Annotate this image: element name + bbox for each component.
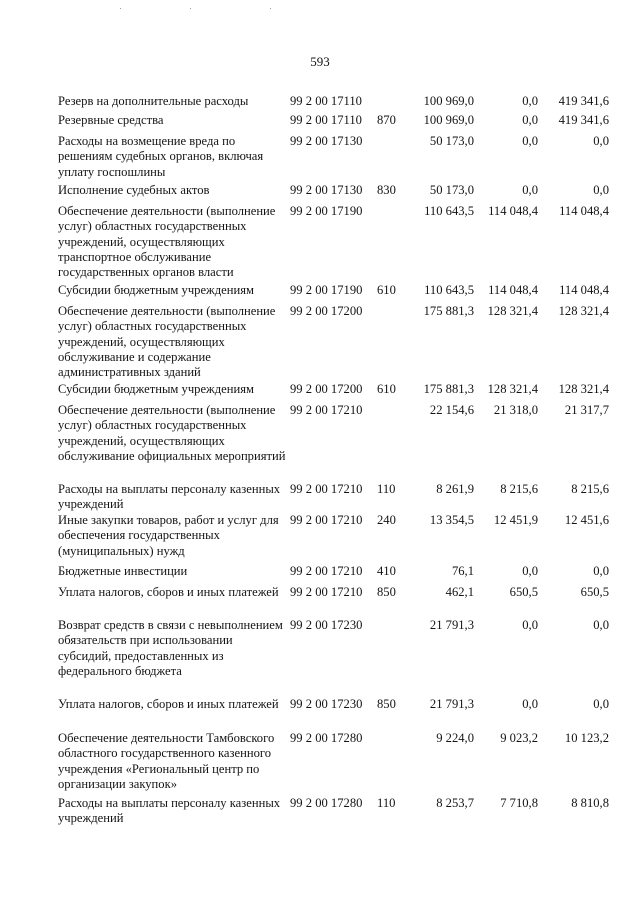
- row-code: 99 2 00 17110: [290, 113, 362, 127]
- row-name: Исполнение судебных актов: [58, 183, 210, 197]
- row-value-2: 128 321,4: [487, 382, 538, 396]
- row-value-3: 8 215,6: [571, 482, 609, 496]
- row-value-3: 0,0: [593, 183, 609, 197]
- row-value-3: 419 341,6: [558, 94, 609, 108]
- row-code: 99 2 00 17280: [290, 731, 363, 745]
- row-expense-type: 830: [377, 183, 396, 197]
- row-value-1: 50 173,0: [429, 183, 474, 197]
- row-value-1: 175 881,3: [423, 304, 474, 318]
- row-code: 99 2 00 17200: [290, 382, 363, 396]
- row-value-2: 650,5: [509, 585, 538, 599]
- row-value-2: 0,0: [522, 94, 538, 108]
- row-code: 99 2 00 17210: [290, 403, 363, 417]
- row-code: 99 2 00 17210: [290, 513, 363, 527]
- row-code: 99 2 00 17200: [290, 304, 363, 318]
- row-value-2: 8 215,6: [500, 482, 538, 496]
- row-code: 99 2 00 17130: [290, 134, 363, 148]
- row-code: 99 2 00 17190: [290, 283, 363, 297]
- row-value-3: 650,5: [580, 585, 609, 599]
- row-name: Обеспечение деятельности Тамбовского областного государственного казенного учреждения «Региональный центр по организации закупок»: [58, 731, 275, 791]
- row-name: Расходы на выплаты персоналу казенных учреждений: [58, 482, 281, 512]
- row-value-1: 9 224,0: [436, 731, 474, 745]
- row-value-3: 0,0: [593, 697, 609, 711]
- row-code: 99 2 00 17210: [290, 564, 363, 578]
- row-value-3: 8 810,8: [571, 796, 609, 810]
- row-expense-type: 610: [377, 283, 396, 297]
- row-value-3: 10 123,2: [564, 731, 609, 745]
- row-value-1: 110 643,5: [424, 283, 474, 297]
- row-code: 99 2 00 17210: [290, 585, 363, 599]
- row-code: 99 2 00 17110: [290, 94, 362, 108]
- row-name: Иные закупки товаров, работ и услуг для обеспечения государственных (муниципальных) нужд: [58, 513, 279, 558]
- row-value-3: 419 341,6: [558, 113, 609, 127]
- row-expense-type: 850: [377, 697, 396, 711]
- row-value-1: 175 881,3: [423, 382, 474, 396]
- row-value-3: 0,0: [593, 134, 609, 148]
- row-code: 99 2 00 17230: [290, 697, 363, 711]
- row-value-1: 50 173,0: [429, 134, 474, 148]
- row-value-1: 21 791,3: [429, 697, 474, 711]
- row-name: Уплата налогов, сборов и иных платежей: [58, 697, 279, 711]
- row-value-2: 114 048,4: [488, 283, 538, 297]
- row-value-2: 21 318,0: [493, 403, 538, 417]
- scan-dust: [120, 8, 280, 10]
- row-code: 99 2 00 17210: [290, 482, 363, 496]
- row-value-1: 100 969,0: [423, 94, 474, 108]
- row-name: Обеспечение деятельности (выполнение услуг) областных государственных учреждений, осуществляющих обслуживание официальных мероприятий: [58, 403, 286, 463]
- row-name: Резерв на дополнительные расходы: [58, 94, 249, 108]
- row-expense-type: 110: [377, 482, 396, 496]
- row-name: Возврат средств в связи с невыполнением обязательств при использовании субсидий, предоставленных из федерального бюджета: [58, 618, 283, 678]
- row-name: Расходы на возмещение вреда по решениям судебных органов, включая уплату госпошлины: [58, 134, 264, 179]
- page-number: 593: [310, 54, 330, 69]
- row-value-2: 0,0: [522, 697, 538, 711]
- row-value-1: 21 791,3: [429, 618, 474, 632]
- row-name: Обеспечение деятельности (выполнение услуг) областных государственных учреждений, осуществляющих обслуживание и содержание административных зданий: [58, 304, 276, 380]
- row-value-3: 12 451,6: [564, 513, 609, 527]
- row-expense-type: 410: [377, 564, 396, 578]
- row-value-1: 22 154,6: [429, 403, 474, 417]
- row-code: 99 2 00 17190: [290, 204, 363, 218]
- row-value-2: 0,0: [522, 183, 538, 197]
- row-value-1: 8 253,7: [436, 796, 474, 810]
- row-value-3: 128 321,4: [558, 382, 609, 396]
- row-value-1: 100 969,0: [423, 113, 474, 127]
- row-value-1: 462,1: [445, 585, 474, 599]
- row-value-3: 0,0: [593, 564, 609, 578]
- row-value-2: 0,0: [522, 134, 538, 148]
- row-value-3: 128 321,4: [558, 304, 609, 318]
- row-expense-type: 110: [377, 796, 396, 810]
- row-name: Субсидии бюджетным учреждениям: [58, 382, 254, 396]
- row-value-1: 110 643,5: [424, 204, 474, 218]
- row-expense-type: 240: [377, 513, 396, 527]
- row-value-2: 128 321,4: [487, 304, 538, 318]
- row-name: Резервные средства: [58, 113, 164, 127]
- row-name: Расходы на выплаты персоналу казенных учреждений: [58, 796, 281, 826]
- row-value-3: 0,0: [593, 618, 609, 632]
- row-expense-type: 850: [377, 585, 396, 599]
- row-expense-type: 610: [377, 382, 396, 396]
- row-value-1: 8 261,9: [436, 482, 474, 496]
- row-value-3: 114 048,4: [559, 283, 609, 297]
- row-value-2: 7 710,8: [500, 796, 538, 810]
- row-value-1: 13 354,5: [429, 513, 474, 527]
- row-code: 99 2 00 17230: [290, 618, 363, 632]
- row-code: 99 2 00 17130: [290, 183, 363, 197]
- row-name: Бюджетные инвестиции: [58, 564, 188, 578]
- row-value-1: 76,1: [451, 564, 474, 578]
- row-name: Уплата налогов, сборов и иных платежей: [58, 585, 279, 599]
- row-value-2: 0,0: [522, 113, 538, 127]
- row-name: Обеспечение деятельности (выполнение услуг) областных государственных учреждений, осуществляющих транспортное обслуживание государственных органов власти: [58, 204, 276, 280]
- row-value-2: 0,0: [522, 618, 538, 632]
- row-code: 99 2 00 17280: [290, 796, 363, 810]
- row-value-2: 9 023,2: [500, 731, 538, 745]
- row-value-2: 0,0: [522, 564, 538, 578]
- row-value-2: 114 048,4: [488, 204, 538, 218]
- row-value-3: 114 048,4: [559, 204, 609, 218]
- row-value-3: 21 317,7: [564, 403, 609, 417]
- row-name: Субсидии бюджетным учреждениям: [58, 283, 254, 297]
- row-expense-type: 870: [377, 113, 396, 127]
- row-value-2: 12 451,9: [493, 513, 538, 527]
